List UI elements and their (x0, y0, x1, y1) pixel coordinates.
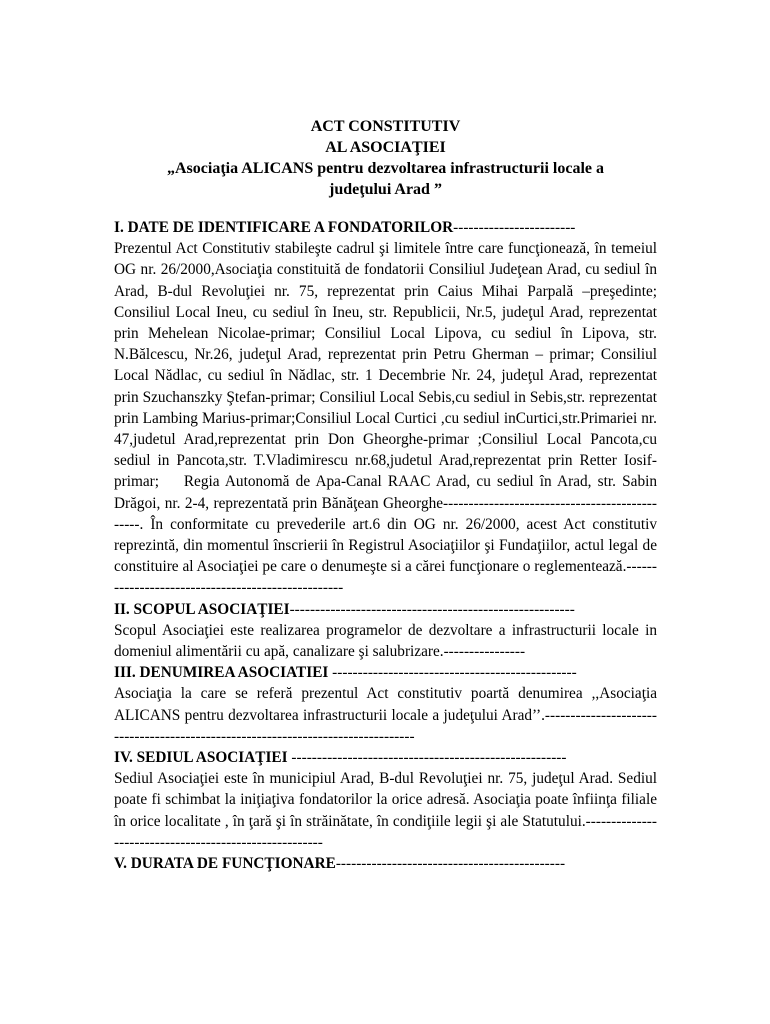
document-page (114, 116, 661, 874)
section-2-dashes: -------------------------------------------------------- (289, 600, 575, 618)
section-4-title: IV. SEDIUL ASOCIAŢIEI (114, 749, 288, 767)
section-5-heading (114, 853, 657, 874)
section-3-dashes: ------------------------------------------------ (328, 664, 577, 682)
section-1-title: I. DATE DE IDENTIFICARE A FONDATORILOR (114, 219, 454, 236)
section-2-title: II. SCOPUL ASOCIAŢIEI (114, 600, 290, 618)
title-spacer (114, 200, 657, 217)
section-2-heading (114, 599, 657, 620)
section-3-title: III. DENUMIREA ASOCIATIEI (114, 664, 329, 682)
section-3-heading (114, 662, 657, 683)
section-1-dashes: ------------------------ (453, 219, 576, 236)
section-4-dashes: ------------------------------------------------------ (287, 749, 567, 767)
doc-title-line-1: ACT CONSTITUTIV (310, 118, 461, 135)
section-3-body: Asociaţia la care se referă prezentul Act constitutiv poartă denumirea ,,Asociaţia ALICANS pentru dezvoltarea infrastructurii locale a judeţului Arad’’.--------------------------------------------------------------------------------- (114, 685, 660, 745)
doc-title-line-2: AL ASOCIAŢIEI (325, 139, 446, 156)
section-1-body: Prezentul Act Constitutiv stabileşte cadrul şi limitele între care funcţionează, în temeiul OG nr. 26/2000,Asociaţia constituită de fondatorii Consiliul Judeţean Arad, cu sediul în Arad, B-dul Revoluţiei nr. 75, reprezentat prin Caius Mihai Parpală –preşedinte; Consiliul Local Ineu, cu sediul în Ineu, str. Republicii, Nr.5, judeţul Arad, reprezentat prin Mehelean Nicolae-primar; Consiliul Local Lipova, cu sediul în Lipova, str. N.Bălcescu, Nr.26, judeţul Arad, reprezentat prin Petru Gherman – primar; Consiliul Local Nădlac, cu sediul în Nădlac, str. 1 Decembrie Nr. 24, judeţul Arad, reprezentat prin Szuchanszky Ştefan-primar; Consiliul Local Sebis,cu sediul in Sebis,str. reprezentat prin Lambing Marius-primar;Consiliul Local Curtici ,cu sediul inCurtici,str.Primariei nr. 47,judetul Arad,reprezentat prin Don Gheorghe-primar ;Consiliul Local Pancota,cu sediul in Pancota,str. T.Vladimirescu nr.68,judetul Arad,reprezentat prin Retter Iosif-primar; Regia Autonomă de Apa-Canal RAAC Arad, cu sediul în Arad, str. Sabin Drăgoi, nr. 2-4, reprezentată prin Bănăţean Gheorghe-----------------------------------------------. În conformitate cu prevederile art.6 din OG nr. 26/2000, acest Act constitutiv reprezintă, din momentul înscrierii în Registrul Asociaţiilor şi Fundaţiilor, actul legal de constituire al Asociaţiei pe care o denumeşte si a cărei funcţionare o reglementează.--------------------------------------------------- (114, 240, 661, 597)
section-2-body: Scopul Asociaţiei este realizarea programelor de dezvoltare a infrastructurii locale in domeniul alimentării cu apă, canalizare şi salubrizare.---------------- (114, 621, 661, 661)
doc-title-line-3: „Asociaţia ALICANS pentru dezvoltarea infrastructurii locale a (167, 160, 604, 177)
doc-title-line-4: judeţului Arad ” (329, 181, 442, 198)
section-4-body: Sediul Asociaţiei este în municipiul Arad, B-dul Revoluţiei nr. 75, judeţul Arad. Sediul poate fi schimbat la iniţiaţiva fondatorilor la orice adresă. Asociaţia poate înfiinţa filiale în orice localitate , în ţară şi în străinătate, în condiţiile legii şi ale Statutului.------------------------------------------------------- (114, 770, 661, 851)
section-1-heading (114, 217, 657, 238)
section-5-title: V. DURATA DE FUNCŢIONARE (114, 855, 336, 873)
section-5-dashes: --------------------------------------------- (335, 855, 566, 873)
section-4-heading (114, 747, 657, 768)
